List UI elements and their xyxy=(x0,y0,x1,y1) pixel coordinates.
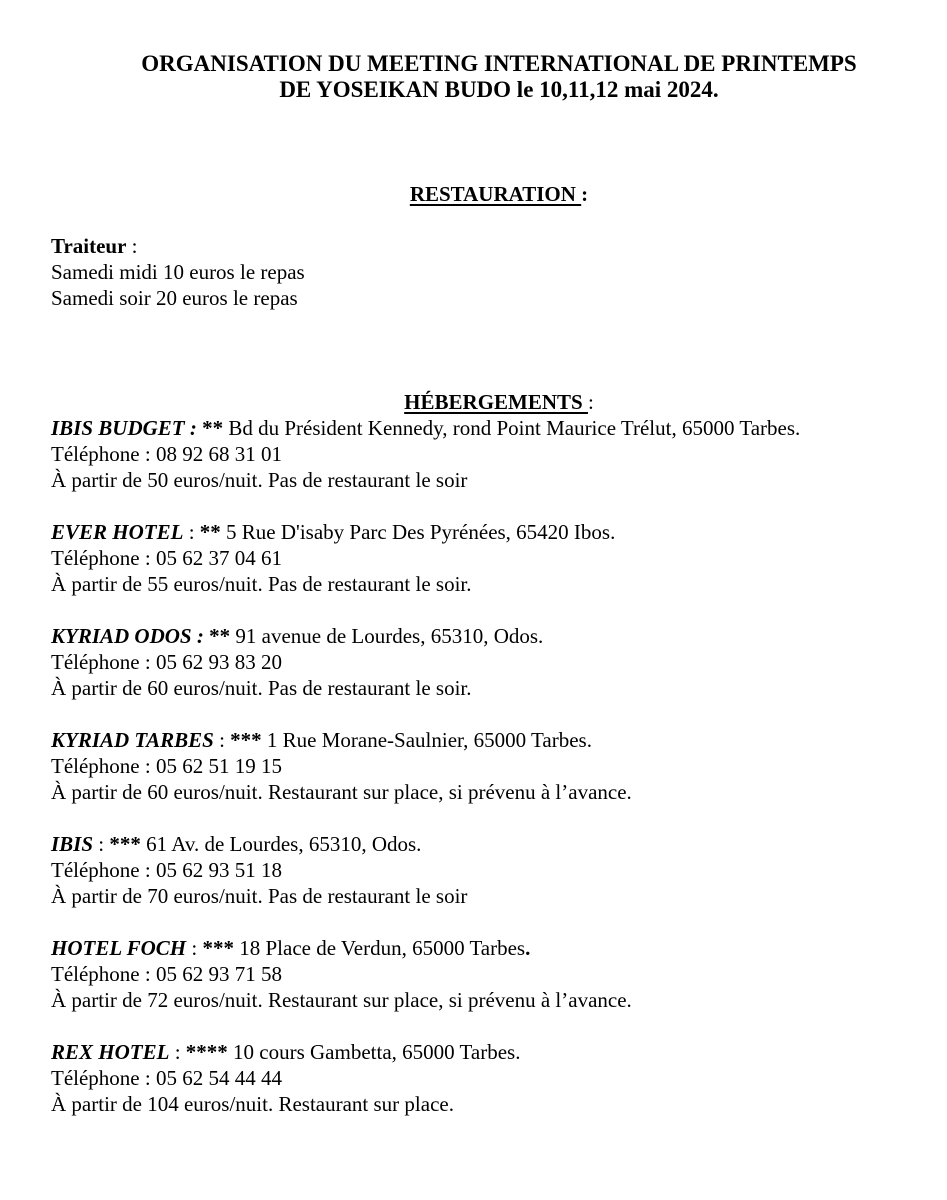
restauration-price-line-2: Samedi soir 20 euros le repas xyxy=(51,286,298,310)
hotel-phone-line: Téléphone : 05 62 54 44 44 xyxy=(51,1066,282,1090)
hotel-info-line: À partir de 72 euros/nuit. Restaurant sur place, si prévenu à l’avance. xyxy=(51,988,632,1012)
traiteur-label: Traiteur xyxy=(51,234,127,258)
restauration-section xyxy=(51,233,947,311)
restauration-heading xyxy=(51,181,947,207)
hotel-title-line xyxy=(51,935,947,961)
hotel-separator: : xyxy=(213,728,231,752)
hotel-title-line xyxy=(51,415,947,441)
hotel-stars: *** xyxy=(109,832,141,856)
document-title xyxy=(51,51,947,103)
hotel-address: Bd du Président Kennedy, rond Point Maurice Trélut, 65000 Tarbes. xyxy=(228,416,801,440)
hotel-phone-line: Téléphone : 05 62 51 19 15 xyxy=(51,754,282,778)
restauration-price-line-1: Samedi midi 10 euros le repas xyxy=(51,260,305,284)
document-title-line1: ORGANISATION DU MEETING INTERNATIONAL DE PRINTEMPS xyxy=(141,51,857,76)
hotel-separator: : xyxy=(93,832,110,856)
hotel-entry-rex-hotel xyxy=(51,1039,947,1117)
hotel-separator: : xyxy=(191,624,210,648)
hotel-name: REX HOTEL xyxy=(51,1040,170,1064)
hotel-stars: *** xyxy=(202,936,234,960)
hotel-entry-ever-hotel xyxy=(51,519,947,597)
hotel-info-line: À partir de 104 euros/nuit. Restaurant sur place. xyxy=(51,1092,454,1116)
hotel-address-suffix: . xyxy=(525,936,531,960)
hotel-name: KYRIAD TARBES xyxy=(51,728,214,752)
hotel-stars: **** xyxy=(185,1040,228,1064)
hotel-stars: ** xyxy=(202,416,224,440)
restauration-heading-colon: : xyxy=(581,182,589,206)
hotel-title-line xyxy=(51,519,947,545)
hotel-name: KYRIAD ODOS xyxy=(51,624,192,648)
restauration-heading-text: RESTAURATION xyxy=(409,182,582,206)
hotel-address: 18 Place de Verdun, 65000 Tarbes xyxy=(239,936,526,960)
hotel-entry-ibis-budget xyxy=(51,415,947,493)
hotel-phone-line: Téléphone : 05 62 93 71 58 xyxy=(51,962,282,986)
hebergements-heading xyxy=(51,389,947,415)
hotel-entry-kyriad-odos xyxy=(51,623,947,701)
hotel-info-line: À partir de 60 euros/nuit. Pas de restaurant le soir. xyxy=(51,676,472,700)
hotel-phone-line: Téléphone : 05 62 93 83 20 xyxy=(51,650,282,674)
hotel-name: IBIS xyxy=(51,832,94,856)
hotel-info-line: À partir de 55 euros/nuit. Pas de restaurant le soir. xyxy=(51,572,472,596)
hotel-info-line: À partir de 50 euros/nuit. Pas de restaurant le soir xyxy=(51,468,468,492)
hotel-entry-hotel-foch xyxy=(51,935,947,1013)
hotel-separator: : xyxy=(184,416,203,440)
hotel-stars: ** xyxy=(209,624,231,648)
hebergements-heading-text: HÉBERGEMENTS xyxy=(404,390,588,414)
hotel-separator: : xyxy=(183,520,200,544)
traiteur-colon: : xyxy=(126,234,138,258)
hotel-separator: : xyxy=(169,1040,186,1064)
hotel-phone-line: Téléphone : 05 62 93 51 18 xyxy=(51,858,282,882)
hotel-info-line: À partir de 60 euros/nuit. Restaurant sur place, si prévenu à l’avance. xyxy=(51,780,632,804)
hotel-entry-kyriad-tarbes xyxy=(51,727,947,805)
hotel-title-line xyxy=(51,623,947,649)
hotel-address: 10 cours Gambetta, 65000 Tarbes. xyxy=(233,1040,521,1064)
hotel-info-line: À partir de 70 euros/nuit. Pas de restaurant le soir xyxy=(51,884,468,908)
document-title-line2: DE YOSEIKAN BUDO le 10,11,12 mai 2024. xyxy=(279,77,719,102)
hotel-title-line xyxy=(51,831,947,857)
hotel-address: 91 avenue de Lourdes, 65310, Odos. xyxy=(235,624,544,648)
hotel-title-line xyxy=(51,727,947,753)
hotel-address: 5 Rue D'isaby Parc Des Pyrénées, 65420 Ibos. xyxy=(226,520,616,544)
traiteur-line xyxy=(51,233,947,259)
hotel-address: 1 Rue Morane-Saulnier, 65000 Tarbes. xyxy=(266,728,592,752)
hotel-phone-line: Téléphone : 05 62 37 04 61 xyxy=(51,546,282,570)
hotel-separator: : xyxy=(186,936,203,960)
hotel-address: 61 Av. de Lourdes, 65310, Odos. xyxy=(146,832,422,856)
hotel-entry-ibis xyxy=(51,831,947,909)
hotel-stars: ** xyxy=(199,520,221,544)
hotel-title-line xyxy=(51,1039,947,1065)
hotel-name: HOTEL FOCH xyxy=(51,936,187,960)
hotel-phone-line: Téléphone : 08 92 68 31 01 xyxy=(51,442,282,466)
hotel-stars: *** xyxy=(230,728,262,752)
hotel-name: IBIS BUDGET xyxy=(51,416,185,440)
hotel-name: EVER HOTEL xyxy=(51,520,184,544)
hebergements-heading-colon: : xyxy=(587,390,594,414)
